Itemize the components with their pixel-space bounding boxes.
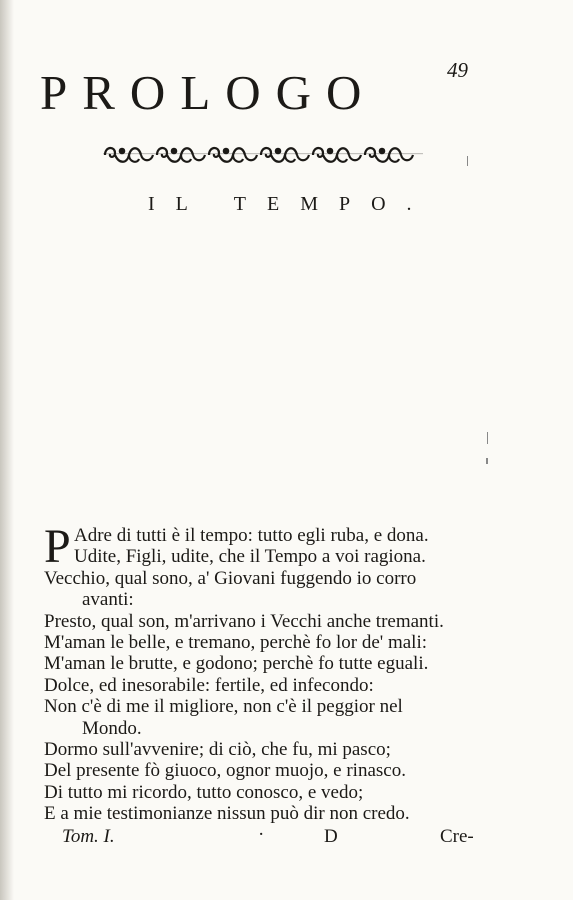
verse-line: Adre di tutti è il tempo: tutto egli ruba, e dona.	[74, 525, 429, 546]
verse-line: Del presente fò giuoco, ognor muojo, e rinasco.	[44, 760, 406, 782]
binding-gutter	[0, 0, 14, 900]
drop-cap: P	[44, 520, 71, 573]
paper-mark	[467, 156, 468, 166]
volume-signature: Tom. I.	[62, 826, 115, 847]
catchword: Cre-	[440, 826, 474, 847]
ornament-icon	[103, 142, 423, 173]
verse-line: M'aman le belle, e tremano, perchè fo lor de' mali:	[44, 631, 427, 653]
verse-line: Udite, Figli, udite, che il Tempo a voi ragiona.	[74, 546, 426, 568]
paper-mark	[487, 432, 488, 444]
verse-line: Presto, qual son, m'arrivano i Vecchi anche tremanti.	[44, 610, 444, 632]
section-heading: IL TEMPO.	[148, 193, 433, 215]
verse-line: M'aman le brutte, e godono; perchè fo tutte eguali.	[44, 653, 429, 675]
poem-text	[44, 520, 544, 825]
footer-dot: ·	[258, 824, 265, 845]
page-title: PROLOGO	[40, 65, 377, 120]
verse-line: Dormo sull'avvenire; di ciò, che fu, mi pasco;	[44, 738, 391, 760]
paper-mark	[486, 458, 488, 464]
verse-line: Mondo.	[82, 717, 142, 739]
verse-line: E a mie testimonianze nissun può dir non credo.	[44, 803, 410, 825]
verse-line: Non c'è di me il migliore, non c'è il peggior nel	[44, 696, 403, 718]
verse-line: Di tutto mi ricordo, tutto conosco, e vedo;	[44, 781, 364, 803]
verse-line: Dolce, ed inesorabile: fertile, ed infecondo:	[44, 674, 374, 696]
verse-line: Vecchio, qual sono, a' Giovani fuggendo io corro	[44, 567, 417, 589]
page-footer	[62, 826, 552, 850]
verse-line: avanti:	[82, 589, 134, 611]
page-number: 49	[447, 58, 468, 82]
gathering-mark: D	[324, 826, 338, 847]
